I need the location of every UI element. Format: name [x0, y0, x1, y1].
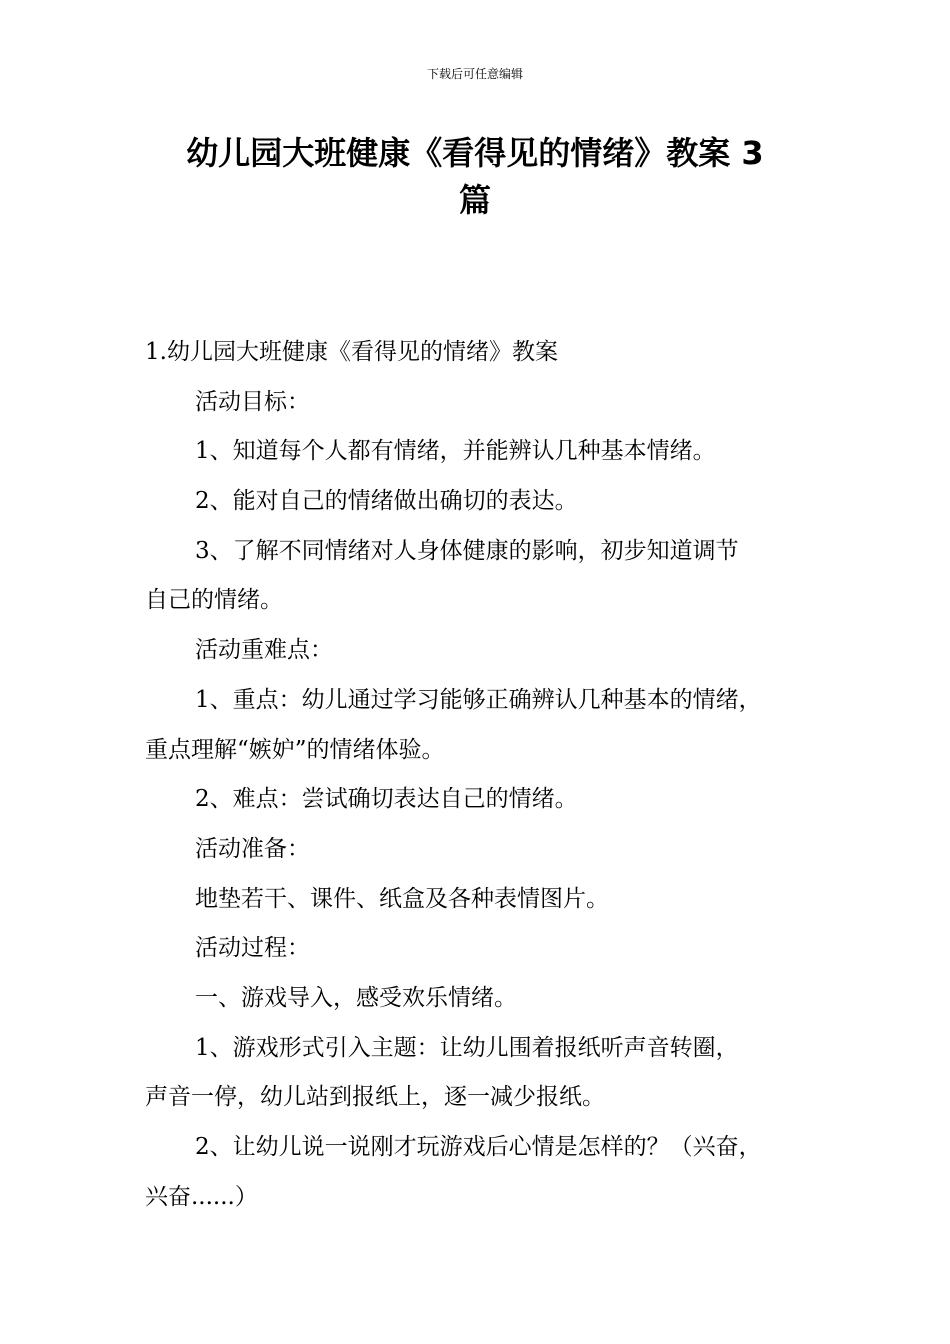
- document-title: [140, 130, 810, 224]
- subheading-preparation: 活动准备：: [195, 835, 310, 862]
- paragraph-line: 自己的情绪。: [145, 587, 283, 614]
- paragraph-line: 1、重点：幼儿通过学习能够正确辨认几种基本的情绪，: [195, 686, 762, 713]
- subheading-key-points: 活动重难点：: [195, 637, 333, 664]
- paragraph-line: 2、让幼儿说一说刚才玩游戏后心情是怎样的？（兴奋，: [195, 1134, 762, 1160]
- section-heading: 1.幼儿园大班健康《看得见的情绪》教案: [145, 339, 558, 365]
- paragraph-line: 3、了解不同情绪对人身体健康的影响，初步知道调节: [195, 537, 739, 564]
- paragraph-line: 1、游戏形式引入主题：让幼儿围着报纸听声音转圈，: [195, 1034, 739, 1061]
- paragraph-line: 2、能对自己的情绪做出确切的表达。: [195, 488, 578, 515]
- subheading-goals: 活动目标：: [195, 388, 310, 415]
- title-line-1: 幼儿园大班健康《看得见的情绪》教案 3: [186, 134, 764, 172]
- paragraph-line: 一、游戏导入，感受欢乐情绪。: [195, 984, 517, 1011]
- paragraph-line: 2、难点：尝试确切表达自己的情绪。: [195, 786, 578, 813]
- header-note: 下载后可任意编辑: [426, 67, 523, 81]
- paragraph-line: 重点理解“嫉妒”的情绪体验。: [145, 736, 445, 763]
- paragraph-line: 声音一停，幼儿站到报纸上，逐一减少报纸。: [145, 1084, 605, 1111]
- paragraph-line: 兴奋......）: [145, 1183, 258, 1210]
- title-line-2: 篇: [458, 181, 491, 219]
- document-body: [145, 328, 825, 1222]
- subheading-process: 活动过程：: [195, 935, 310, 962]
- paragraph-line: 1、知道每个人都有情绪，并能辨认几种基本情绪。: [195, 438, 716, 465]
- paragraph-line: 地垫若干、课件、纸盒及各种表情图片。: [195, 885, 609, 912]
